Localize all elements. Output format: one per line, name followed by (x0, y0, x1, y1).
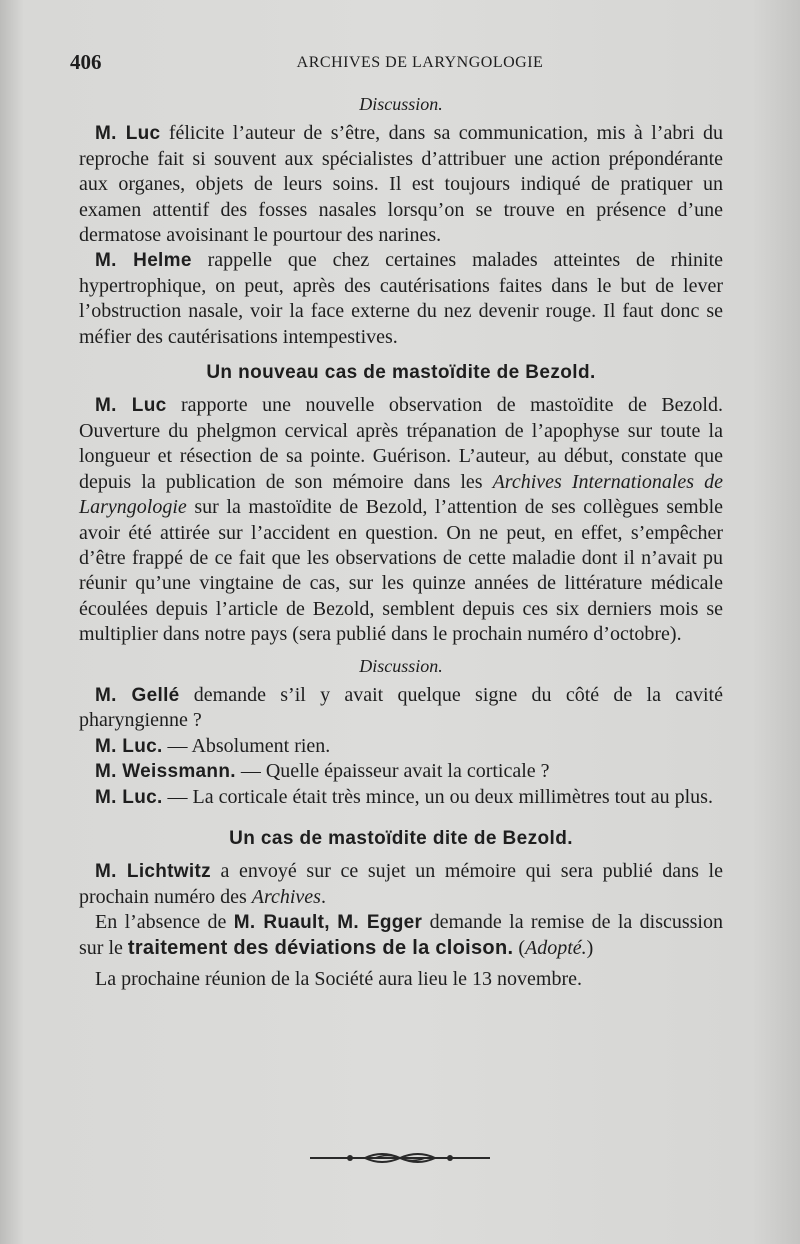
punctuation: ) (586, 936, 594, 959)
speaker-name: M. Luc. (95, 735, 163, 757)
speaker-name: M. Helme (95, 250, 192, 272)
running-head: ARCHIVES DE LARYNGOLOGIE (296, 54, 544, 71)
exchange-line (79, 683, 723, 734)
discussion-heading: Discussion. (359, 94, 443, 114)
paragraph-luc-discussion (79, 121, 723, 248)
page-header (70, 50, 730, 80)
paragraph-text: demande la remise de la discussion sur le (79, 911, 723, 959)
paragraph-text: — Quelle épaisseur avait la corticale ? (235, 760, 550, 783)
journal-title: Archives Internationales de Laryngologie (79, 470, 723, 519)
exchange-line (79, 785, 723, 810)
discussion-heading: Discussion. (359, 655, 443, 676)
paragraph-text: a envoyé sur ce sujet un mémoire qui sera publié dans le prochain numéro des (79, 860, 723, 908)
punctuation: ( (513, 936, 525, 959)
paragraph-text: demande s’il y avait quelque signe du côté de la cavité pharyngienne ? (79, 683, 723, 732)
speaker-name: M. Lichtwitz (95, 861, 211, 883)
paragraph-lichtwitz (79, 859, 723, 910)
paragraph-text: félicite l’auteur de s’être, dans sa communication, mis à l’abri du reproche fait si souvent aux spécialistes d’attribuer une action prépondérante aux organes, objets de leurs soins. Il est toujours indiqué de pratiquer un examen attentif des fosses nasales lorsqu’on se trouve en présence d’une dermatose avoisinant le pourtour des narines. (79, 122, 723, 247)
speaker-name: M. Weissmann. (95, 761, 236, 783)
journal-title: Archives (251, 885, 321, 908)
exchange-line (79, 734, 723, 759)
exchange-line (79, 759, 723, 784)
speaker-name: M. Egger (337, 912, 423, 934)
paragraph-helme (79, 248, 723, 350)
speaker-name: M. Gellé (95, 684, 180, 706)
adopted-note: Adopté. (525, 936, 587, 959)
paragraph-text: En l’absence de (95, 911, 234, 934)
paragraph-next-meeting: La prochaine réunion de la Société aura lieu le 13 novembre. (95, 968, 583, 990)
paragraph-text: sur la mastoïdite de Bezold, l’attention de ses collègues semble avoir été attirée sur l’accident en question. On ne peut, en effet, s’empêcher d’être frappé de ce fait que les observations de cette maladie dont il n’avait pu réunir qu’une vingtaine de cas, sur les quinze années de littérature médicale écoulées depuis l’article de Bezold, semblent depuis ces six derniers mois se multiplier dans notre pays (sera publié dans le prochain numéro d’octobre). (79, 496, 723, 646)
topic-text: traitement des déviations de la cloison. (127, 936, 514, 959)
paragraph-text: — La corticale était très mince, un ou deux millimètres tout au plus. (162, 785, 713, 808)
paragraph-luc-observation (79, 393, 723, 647)
paragraph-remise (79, 910, 723, 961)
paragraph-text: rapporte une nouvelle observation de mastoïdite de Bezold. Ouverture du phelgmon cervical après trépanation de l’apophyse sur toute la longueur et résection de sa pointe. Guérison. L’auteur, au début, constate que depuis la publication de son mémoire dans les (79, 394, 723, 493)
punctuation: . (320, 885, 326, 908)
speaker-name: M. Luc (95, 395, 167, 417)
speaker-name: M. Ruault, (233, 912, 330, 934)
speaker-name: M. Luc. (95, 786, 163, 808)
page-number: 406 (70, 50, 102, 74)
section-title: Un cas de mastoïdite dite de Bezold. (229, 827, 573, 849)
speaker-name: M. Luc (95, 123, 161, 145)
paragraph-text: — Absolument rien. (162, 734, 331, 757)
section-title: Un nouveau cas de mastoïdite de Bezold. (206, 362, 596, 384)
paragraph-text: rappelle que chez certaines malades atteintes de rhinite hypertrophique, on peut, après des cautérisations faites dans le but de lever l’obstruction nasale, voir la face externe du nez devenir rouge. Il faut donc se méfier des cautérisations intempestives. (79, 249, 724, 348)
end-ornament-icon (310, 1148, 490, 1168)
page-body (79, 92, 723, 992)
